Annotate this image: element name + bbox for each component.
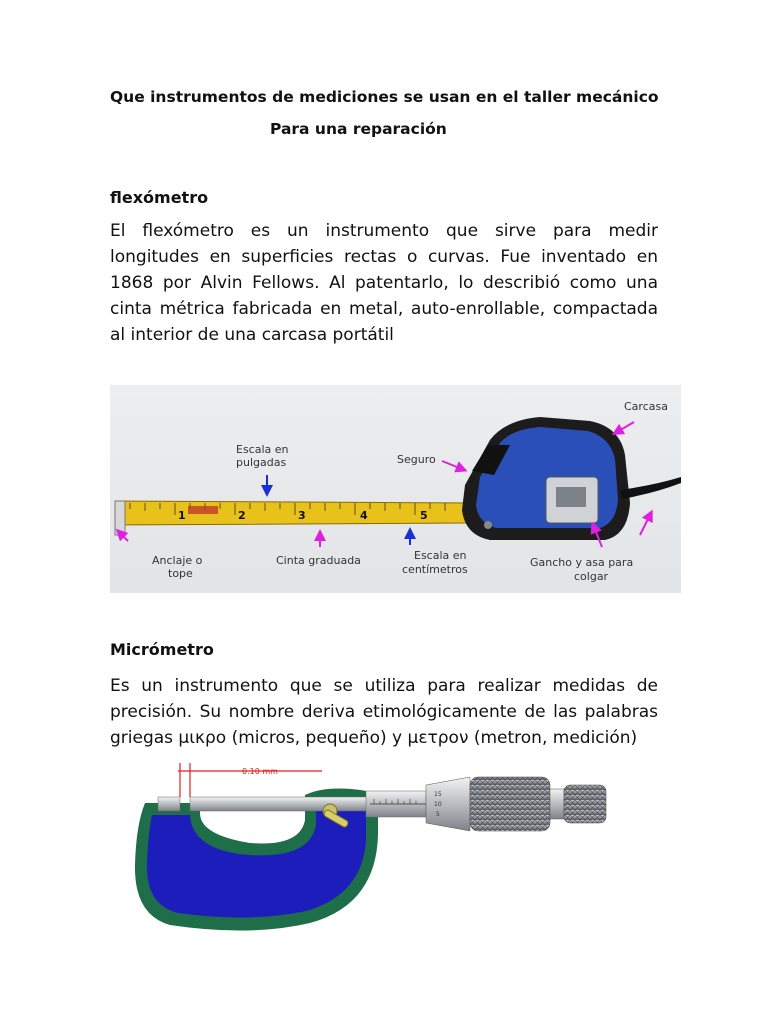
thimble-mark-15: 15	[434, 791, 442, 798]
micrometer-grip	[470, 777, 550, 831]
tape-number-5: 5	[420, 509, 428, 522]
label-carcasa: Carcasa	[624, 400, 668, 413]
document-title-line2: Para una reparación	[270, 120, 447, 138]
section-body-micrometro: Es un instrumento que se utiliza para realizar medidas de precisión. Su nombre deriva etimológicamente de las palabras griegas μικρο (micros, pequeño) y μετρον (metron, medición)	[110, 676, 658, 748]
tape-blade	[115, 501, 470, 525]
tape-number-1: 1	[178, 509, 186, 522]
label-gancho-1: Gancho y asa para	[530, 556, 634, 569]
dimension-marker	[178, 763, 322, 797]
tape-hook	[115, 501, 125, 535]
label-anclaje-2: tope	[168, 567, 193, 580]
micrometer-ratchet	[564, 785, 606, 823]
label-cinta: Cinta graduada	[276, 554, 361, 567]
label-escala-cm-2: centímetros	[402, 563, 468, 576]
section-heading-micrometro: Micrómetro	[110, 640, 214, 659]
micrometer-spindle	[190, 797, 376, 811]
micrometer-figure	[130, 755, 620, 940]
label-escala-pulgadas-1: Escala en	[236, 443, 289, 456]
label-anclaje-1: Anclaje o	[152, 554, 203, 567]
label-escala-cm-1: Escala en	[414, 549, 467, 562]
section-heading-flexometro: flexómetro	[110, 188, 209, 207]
tape-number-4: 4	[360, 509, 368, 522]
label-gancho-2: colgar	[574, 570, 609, 583]
thimble-mark-10: 10	[434, 801, 442, 808]
tape-number-2: 2	[238, 509, 246, 522]
tape-measure-illustration	[110, 385, 681, 593]
tape-measure-figure	[110, 385, 681, 593]
dimension-label: 0.10 mm	[242, 767, 278, 776]
micrometer-ratchet-neck	[550, 789, 564, 819]
section-body-flexometro: El flexómetro es un instrumento que sirve para medir longitudes en superficies rectas o curvas. Fue inventado en 1868 por Alvin Fellows. Al patentarlo, lo describió como una cinta métrica fabricada en metal, auto-enrollable, compactada al interior de una carcasa portátil	[110, 221, 658, 345]
label-escala-pulgadas-2: pulgadas	[236, 456, 287, 469]
micrometer-anvil	[158, 797, 180, 811]
tape-number-3: 3	[298, 509, 306, 522]
micrometer-illustration	[130, 755, 620, 940]
micrometer-thimble	[426, 777, 470, 831]
document-title-line1: Que instrumentos de mediciones se usan en el taller mecánico	[110, 88, 659, 106]
thimble-mark-5: 5	[436, 811, 440, 818]
label-seguro: Seguro	[397, 453, 436, 466]
